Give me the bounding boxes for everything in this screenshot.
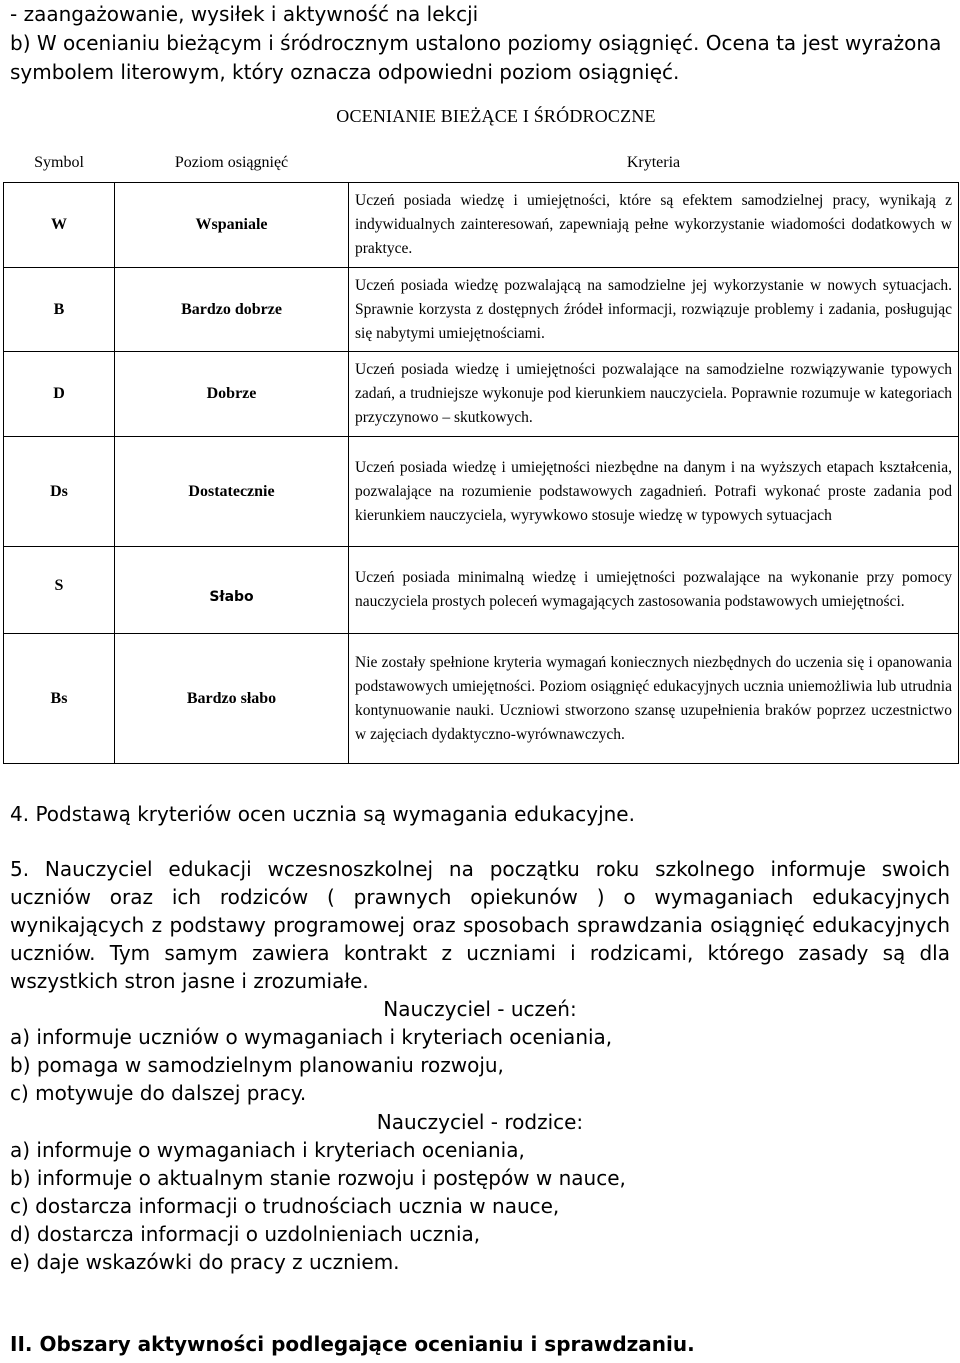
table-title: OCENIANIE BIEŻĄCE I ŚRÓDROCZNE bbox=[336, 106, 656, 126]
row-criteria: Uczeń posiada minimalną wiedzę i umiejętności pozwalające na wykonanie przy pomocy nauczyciela prostych poleceń wymagających zastosowania podstawowych umiejętności. bbox=[349, 547, 959, 634]
intro-line-1: - zaangażowanie, wysiłek i aktywność na lekcji bbox=[10, 2, 479, 26]
point-4: 4. Podstawą kryteriów ocen ucznia są wymagania edukacyjne. bbox=[10, 802, 635, 826]
row-level: Słabo bbox=[115, 547, 349, 634]
row-level: Wspaniale bbox=[115, 183, 349, 268]
header-level: Poziom osiągnięć bbox=[115, 144, 349, 183]
intro-text bbox=[10, 0, 950, 87]
list-item: b) informuje o aktualnym stanie rozwoju i postępów w nauce, bbox=[10, 1166, 626, 1190]
header-symbol: Symbol bbox=[4, 144, 115, 183]
table-row bbox=[4, 183, 959, 268]
row-level: Bardzo dobrze bbox=[115, 268, 349, 352]
list-item: c) motywuje do dalszej pracy. bbox=[10, 1081, 307, 1105]
row-criteria: Uczeń posiada wiedzę pozwalającą na samodzielne jej wykorzystanie w nowych sytuacjach. Sprawnie korzysta z dostępnych źródeł informacji, rozwiązuje problemy i zadania, posługując się nabytymi umiejętnościami. bbox=[349, 268, 959, 352]
list-item: a) informuje o wymaganiach i kryteriach oceniania, bbox=[10, 1138, 525, 1162]
row-criteria: Uczeń posiada wiedzę i umiejętności niezbędne na danym i na wyższych etapach kształcenia, pozwalające na rozumienie podstawowych zagadnień. Potrafi wykonać proste zadania pod kierunkiem nauczyciela, wyrywkowo stosuje wiedzę w typowych sytuacjach bbox=[349, 437, 959, 547]
list-item: d) dostarcza informacji o uzdolnieniach ucznia, bbox=[10, 1222, 481, 1246]
row-criteria: Uczeń posiada wiedzę i umiejętności, które są efektem samodzielnej pracy, wynikają z indywidualnych zainteresowań, zapewniają pełne wykorzystanie wiadomości dodatkowych w praktyce. bbox=[349, 183, 959, 268]
row-level: Dobrze bbox=[115, 352, 349, 437]
table-row bbox=[4, 634, 959, 764]
row-symbol: W bbox=[4, 183, 115, 268]
intro-line-3: symbolem literowym, który oznacza odpowiedni poziom osiągnięć. bbox=[10, 60, 680, 84]
grading-table bbox=[3, 144, 959, 764]
row-level: Dostatecznie bbox=[115, 437, 349, 547]
row-symbol: D bbox=[4, 352, 115, 437]
row-level: Bardzo słabo bbox=[115, 634, 349, 764]
table-header-row bbox=[4, 144, 959, 183]
table-row bbox=[4, 437, 959, 547]
intro-line-2: b) W ocenianiu bieżącym i śródrocznym ustalono poziomy osiągnięć. Ocena ta jest wyrażona bbox=[10, 31, 942, 55]
teacher-student-section bbox=[10, 995, 950, 1107]
teacher-student-heading: Nauczyciel - uczeń: bbox=[383, 997, 577, 1021]
list-item: b) pomaga w samodzielnym planowaniu rozwoju, bbox=[10, 1053, 504, 1077]
section-heading: II. Obszary aktywności podlegające ocenianiu i sprawdzaniu. bbox=[10, 1332, 695, 1356]
row-symbol: Ds bbox=[4, 437, 115, 547]
row-symbol: S bbox=[4, 547, 115, 634]
table-row bbox=[4, 268, 959, 352]
row-criteria: Nie zostały spełnione kryteria wymagań koniecznych niezbędnych do uczenia się i opanowania podstawowych umiejętności. Poziom osiągnięć edukacyjnych ucznia uniemożliwia lub utrudnia kontynuowanie nauki. Uczniowi stworzono szansę uzupełnienia braków poprzez uczestnictwo w zajęciach dydaktyczno-wyrównawczych. bbox=[349, 634, 959, 764]
row-criteria: Uczeń posiada wiedzę i umiejętności pozwalające na samodzielne rozwiązywanie typowych zadań, a trudniejsze wykonuje pod kierunkiem nauczyciela. Poprawnie rozumuje w kategoriach przyczynowo – skutkowych. bbox=[349, 352, 959, 437]
row-symbol: Bs bbox=[4, 634, 115, 764]
list-item: a) informuje uczniów o wymaganiach i kryteriach oceniania, bbox=[10, 1025, 613, 1049]
row-symbol: B bbox=[4, 268, 115, 352]
point-5: 5. Nauczyciel edukacji wczesnoszkolnej na początku roku szkolnego informuje swoich uczniów oraz ich rodziców ( prawnych opiekunów ) o wymaganiach edukacyjnych wynikających z podstawy programowej oraz sposobach sprawdzania osiągnięć edukacyjnych uczniów. Tym samym zawiera kontrakt z uczniami i rodzicami, którego zasady są dla wszystkich stron jasne i zrozumiałe. bbox=[10, 857, 950, 993]
list-item: e) daje wskazówki do pracy z uczniem. bbox=[10, 1250, 400, 1274]
list-item: c) dostarcza informacji o trudnościach ucznia w nauce, bbox=[10, 1194, 560, 1218]
header-criteria: Kryteria bbox=[349, 144, 959, 183]
table-row bbox=[4, 547, 959, 634]
table-row bbox=[4, 352, 959, 437]
teacher-parents-section bbox=[10, 1108, 950, 1276]
teacher-parents-heading: Nauczyciel - rodzice: bbox=[376, 1110, 584, 1134]
